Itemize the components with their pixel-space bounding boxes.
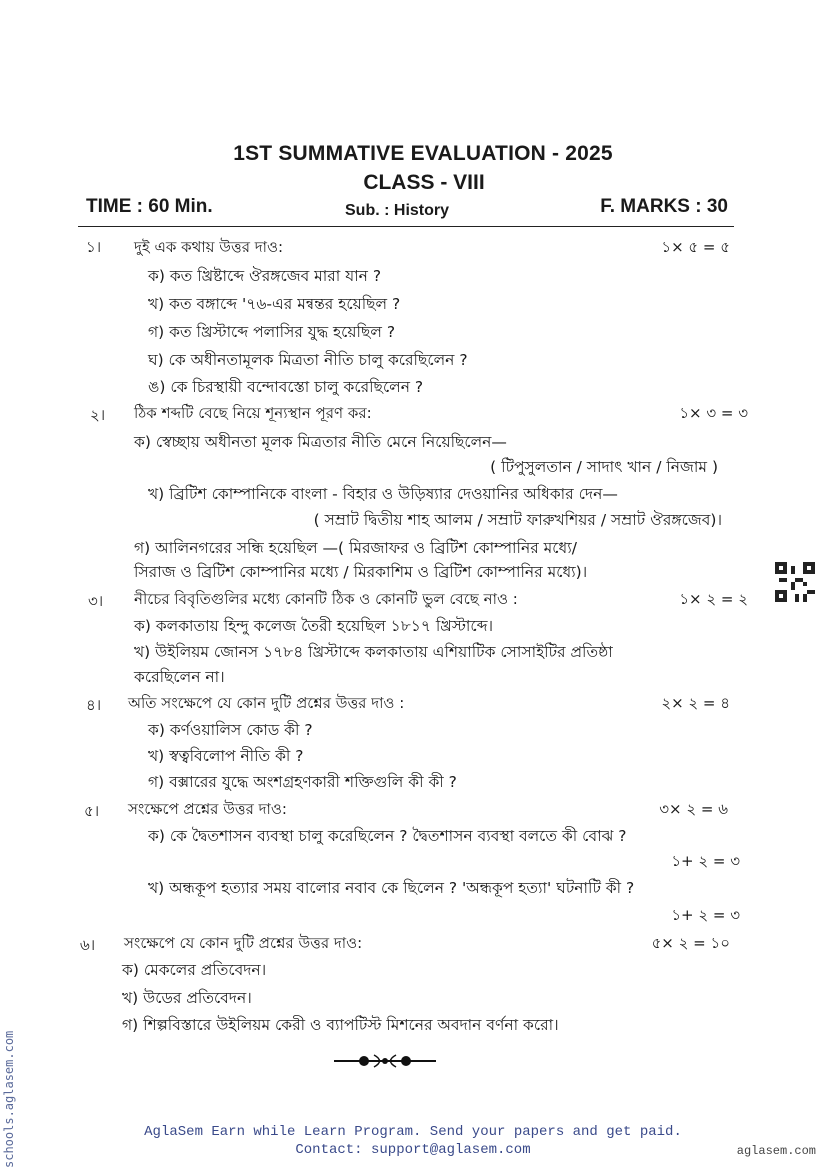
question-item: ক) কে দ্বৈতশাসন ব্যবস্থা চালু করেছিলেন ? দ্বৈতশাসন ব্যবস্থা বলতে কী বোঝ ? — [148, 827, 627, 845]
sub-marks: ১+ ২ = ৩ — [671, 852, 740, 870]
question-title: ঠিক শব্দটি বেছে নিয়ে শূন্যস্থান পূরণ কর: — [134, 404, 372, 422]
subject-label: Sub. : History — [345, 202, 450, 219]
question-marks: ১× ৩ = ৩ — [679, 404, 748, 422]
end-ornament — [330, 1052, 440, 1070]
question-item: ক) স্বেচ্ছায় অধীনতা মূলক মিত্রতার নীতি মেনে নিয়েছিলেন— — [134, 433, 507, 451]
question-marks: ১× ২ = ২ — [679, 590, 748, 608]
question-number: ২। — [90, 406, 106, 424]
full-marks-label: F. MARKS : 30 — [600, 196, 728, 217]
question-item: খ) ব্রিটিশ কোম্পানিকে বাংলা - বিহার ও উড়িষ্যার দেওয়ানির অধিকার দেন— — [148, 485, 618, 503]
question-item: করেছিলেন না। — [134, 668, 225, 686]
footer-promo: AglaSem Earn while Learn Program. Send your papers and get paid. — [144, 1124, 682, 1140]
question-item: খ) স্বত্ববিলোপ নীতি কী ? — [148, 747, 304, 765]
question-title: সংক্ষেপে প্রশ্নের উত্তর দাও: — [128, 800, 287, 818]
question-item: খ) উইলিয়ম জোনস ১৭৮৪ খ্রিস্টাব্দে কলকাতায় এশিয়াটিক সোসাইটির প্রতিষ্ঠা — [134, 643, 613, 661]
question-number: ৬। — [80, 936, 96, 954]
question-marks: ৫× ২ = ১০ — [651, 934, 730, 952]
footer-site: aglasem.com — [736, 1144, 816, 1158]
question-item: সিরাজ ও ব্রিটিশ কোম্পানির মধ্যে / মিরকাশিম ও ব্রিটিশ কোম্পানির মধ্যে)। — [134, 563, 588, 581]
question-number: ১। — [86, 238, 102, 256]
header-divider — [78, 226, 734, 227]
sub-marks: ১+ ২ = ৩ — [671, 906, 740, 924]
question-item: ক) কত খ্রিষ্টাব্দে ঔরঙ্গজেব মারা যান ? — [148, 267, 382, 285]
question-item: খ) কত বঙ্গাব্দে '৭৬-এর মন্বন্তর হয়েছিল ? — [148, 295, 401, 313]
question-item: ক) কর্ণওয়ালিস কোড কী ? — [148, 721, 313, 739]
question-number: ৫। — [84, 802, 100, 820]
class-label: CLASS - VIII — [363, 171, 485, 194]
question-item: গ) বক্সারের যুদ্ধে অংশগ্রহণকারী শক্তিগুলি কী কী ? — [148, 773, 457, 791]
question-item: খ) অন্ধকূপ হত্যার সময় বালোর নবাব কে ছিলেন ? 'অন্ধকূপ হত্যা' ঘটনাটি কী ? — [148, 879, 635, 897]
question-marks: ১× ৫ = ৫ — [661, 238, 730, 256]
exam-title: 1ST SUMMATIVE EVALUATION - 2025 — [233, 142, 613, 165]
question-title: সংক্ষেপে যে কোন দুটি প্রশ্নের উত্তর দাও: — [124, 934, 363, 952]
question-item: গ) কত খ্রিস্টাব্দে পলাসির যুদ্ধ হয়েছিল ? — [148, 323, 396, 341]
question-item: গ) শিল্পবিস্তারে উইলিয়ম কেরী ও ব্যাপটিস্ট মিশনের অবদান বর্ণনা করো। — [122, 1016, 559, 1034]
question-item: গ) আলিনগরের সন্ধি হয়েছিল —( মিরজাফর ও ব্রিটিশ কোম্পানির মধ্যে/ — [134, 539, 577, 557]
question-number: ৪। — [86, 696, 102, 714]
question-item: ক) কলকাতায় হিন্দু কলেজ তৈরী হয়েছিল ১৮১৭ খ্রিস্টাব্দে। — [134, 617, 494, 635]
qr-code-icon — [775, 562, 815, 602]
footer-contact: Contact: support@aglasem.com — [295, 1142, 531, 1158]
question-title: দুই এক কথায় উত্তর দাও: — [134, 238, 284, 256]
question-options: ( টিপুসুলতান / সাদাৎ খান / নিজাম ) — [490, 458, 718, 476]
question-marks: ২× ২ = ৪ — [661, 694, 730, 712]
time-label: TIME : 60 Min. — [86, 196, 213, 217]
question-item: ক) মেকলের প্রতিবেদন। — [122, 961, 267, 979]
question-item: ঙ) কে চিরস্থায়ী বন্দোবস্তো চালু করেছিলেন ? — [148, 378, 424, 396]
question-item: ঘ) কে অধীনতামূলক মিত্রতা নীতি চালু করেছিলেন ? — [148, 351, 468, 369]
question-marks: ৩× ২ = ৬ — [659, 800, 728, 818]
question-item: খ) উডের প্রতিবেদন। — [122, 989, 252, 1007]
question-title: নীচের বিবৃতিগুলির মধ্যে কোনটি ঠিক ও কোনটি ভুল বেছে নাও : — [134, 590, 518, 608]
question-options: ( সম্রাট দ্বিতীয় শাহ আলম / সম্রাট ফারুখশিয়র / সম্রাট ঔরঙ্গজেব)। — [313, 511, 722, 529]
side-watermark: schools.aglasem.com — [2, 1030, 16, 1168]
question-title: অতি সংক্ষেপে যে কোন দুটি প্রশ্নের উত্তর দাও : — [128, 694, 405, 712]
question-number: ৩। — [88, 592, 104, 610]
